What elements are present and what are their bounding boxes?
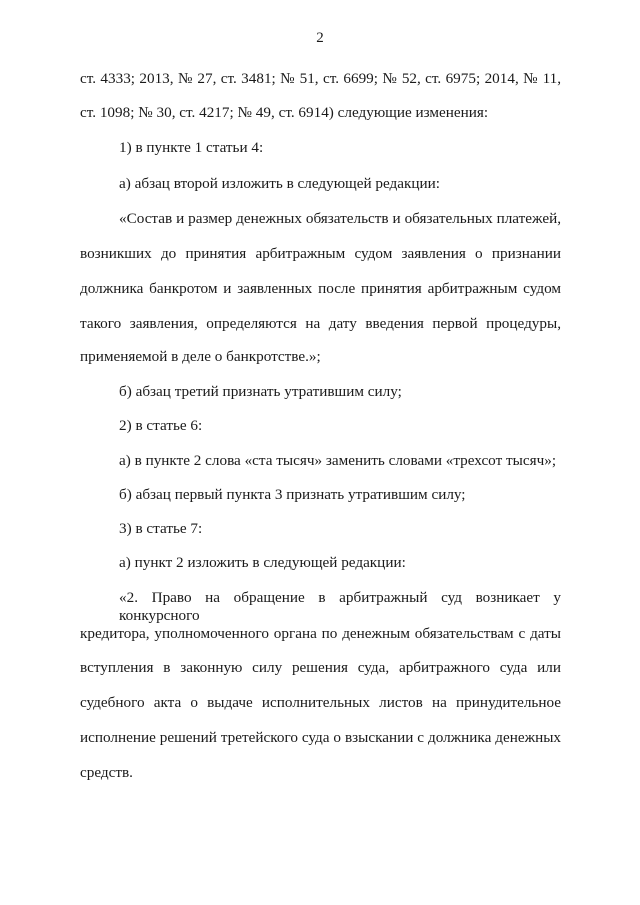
- text-line: а) пункт 2 изложить в следующей редакции:: [119, 554, 406, 571]
- text-line: а) в пункте 2 слова «ста тысяч» заменить словами «трехсот тысяч»;: [119, 452, 557, 469]
- page-number: 2: [316, 30, 324, 46]
- text-line: такого заявления, определяются на дату введения первой процедуры,: [80, 315, 561, 332]
- text-line: средств.: [80, 764, 133, 781]
- text-line: б) абзац первый пункта 3 признать утратившим силу;: [119, 486, 466, 503]
- text-line: 2) в статье 6:: [119, 417, 203, 434]
- text-line: возникших до принятия арбитражным судом заявления о признании: [80, 245, 561, 262]
- text-line: а) абзац второй изложить в следующей редакции:: [119, 175, 441, 192]
- text-line: 1) в пункте 1 статьи 4:: [119, 139, 264, 156]
- text-line: вступления в законную силу решения суда, арбитражного суда или: [80, 659, 561, 676]
- text-line: судебного акта о выдаче исполнительных листов на принудительное: [80, 694, 561, 711]
- text-line: исполнение решений третейского суда о взыскании с должника денежных: [80, 729, 561, 746]
- text-line: б) абзац третий признать утратившим силу;: [119, 383, 402, 400]
- text-line: ст. 1098; № 30, ст. 4217; № 49, ст. 6914) следующие изменения:: [80, 104, 489, 121]
- text-line: кредитора, уполномоченного органа по денежным обязательствам с даты: [80, 625, 561, 642]
- text-line: применяемой в деле о банкротстве.»;: [80, 348, 321, 365]
- text-line: «2. Право на обращение в арбитражный суд возникает у конкурсного: [119, 589, 561, 624]
- text-line: 3) в статье 7:: [119, 520, 203, 537]
- text-line: ст. 4333; 2013, № 27, ст. 3481; № 51, ст. 6699; № 52, ст. 6975; 2014, № 11,: [80, 70, 561, 87]
- text-line: «Состав и размер денежных обязательств и обязательных платежей,: [119, 210, 561, 227]
- text-line: должника банкротом и заявленных после принятия арбитражным судом: [80, 280, 561, 297]
